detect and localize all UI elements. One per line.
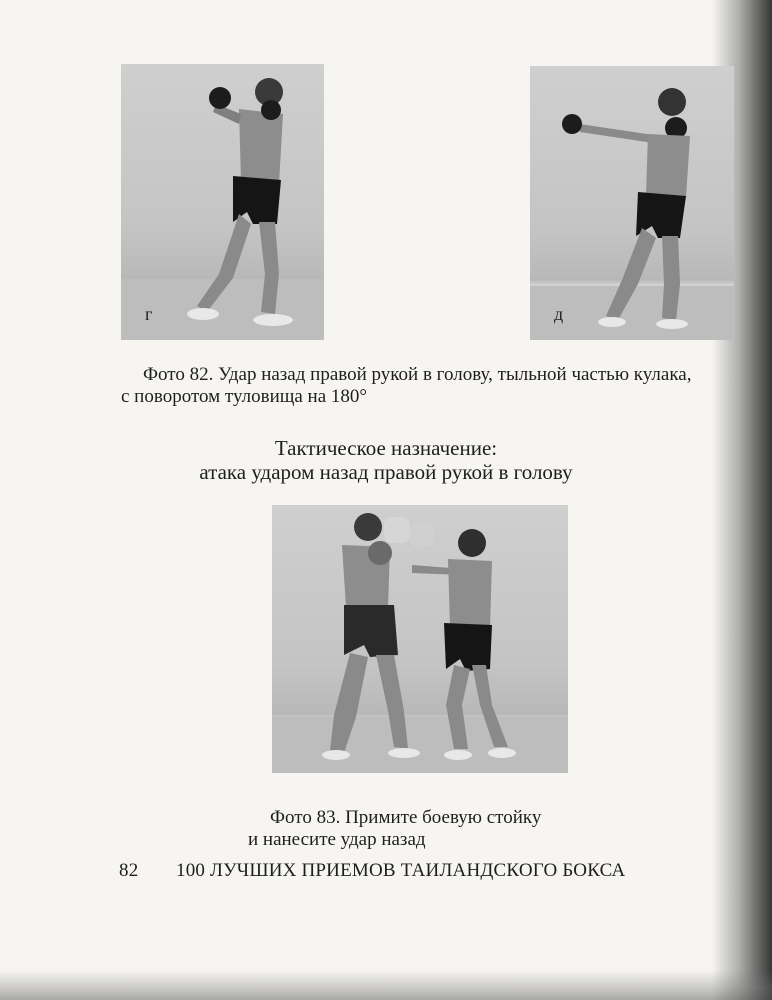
- photo-83: [272, 505, 568, 773]
- photo-d: [530, 66, 734, 340]
- photo-g: [121, 64, 324, 340]
- caption-photo-82-line1: Фото 82. Удар назад правой рукой в голову, тыльной частью кулака,: [143, 364, 692, 385]
- scan-bottom-shadow: [0, 970, 772, 1000]
- fighter-illustration-d: [530, 66, 734, 340]
- two-fighters-illustration: [272, 505, 568, 773]
- section-subtitle: атака ударом назад правой рукой в голову: [199, 460, 573, 484]
- running-footer-title: 100 ЛУЧШИХ ПРИЕМОВ ТАИЛАНДСКОГО БОКСА: [176, 860, 626, 881]
- caption-photo-83-line1: Фото 83. Примите боевую стойку: [270, 807, 542, 828]
- caption-photo-82-line2: с поворотом туловища на 180°: [121, 386, 368, 407]
- photo-letter-g: г: [145, 304, 153, 324]
- page-number: 82: [119, 860, 139, 881]
- caption-photo-83-line2: и нанесите удар назад: [248, 829, 426, 850]
- photo-letter-d: д: [554, 304, 564, 324]
- fighter-illustration-g: [121, 64, 324, 340]
- section-title: Тактическое назначение:: [274, 436, 498, 460]
